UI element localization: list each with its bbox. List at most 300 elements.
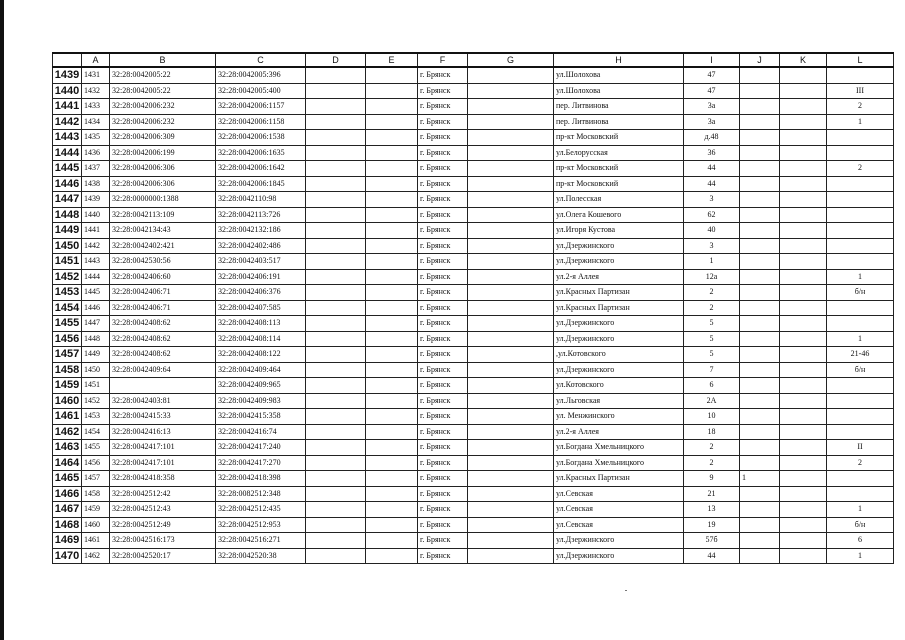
cell-f[interactable]: г. Брянск <box>418 114 468 130</box>
cell-j[interactable] <box>740 238 780 254</box>
cell-g[interactable] <box>468 440 554 456</box>
cell-i[interactable]: 13 <box>684 502 740 518</box>
cell-i[interactable]: 44 <box>684 548 740 564</box>
cell-j[interactable] <box>740 285 780 301</box>
cell-g[interactable] <box>468 533 554 549</box>
cell-f[interactable]: г. Брянск <box>418 300 468 316</box>
cell-b[interactable]: 32:28:0042006:306 <box>110 161 216 177</box>
cell-h[interactable]: пер. Литвинова <box>554 99 684 115</box>
cell-g[interactable] <box>468 67 554 83</box>
cell-c[interactable]: 32:28:0042006:1157 <box>216 99 306 115</box>
cell-d[interactable] <box>306 130 366 146</box>
cell-a[interactable]: 1455 <box>82 440 110 456</box>
cell-g[interactable] <box>468 145 554 161</box>
cell-k[interactable] <box>780 316 827 332</box>
cell-k[interactable] <box>780 517 827 533</box>
cell-a[interactable]: 1444 <box>82 269 110 285</box>
cell-f[interactable]: г. Брянск <box>418 393 468 409</box>
cell-g[interactable] <box>468 486 554 502</box>
cell-l[interactable]: б/н <box>827 517 894 533</box>
cell-a[interactable]: 1433 <box>82 99 110 115</box>
cell-k[interactable] <box>780 409 827 425</box>
row-number-cell[interactable]: 1460 <box>53 393 82 409</box>
cell-l[interactable] <box>827 130 894 146</box>
cell-f[interactable]: г. Брянск <box>418 207 468 223</box>
cell-g[interactable] <box>468 238 554 254</box>
cell-l[interactable]: б/н <box>827 362 894 378</box>
cell-b[interactable]: 32:28:0000000:1388 <box>110 192 216 208</box>
cell-h[interactable]: ул.2-я Аллея <box>554 269 684 285</box>
cell-c[interactable]: 32:28:0042417:270 <box>216 455 306 471</box>
cell-b[interactable]: 32:28:0042408:62 <box>110 316 216 332</box>
cell-e[interactable] <box>366 486 418 502</box>
cell-b[interactable]: 32:28:0042512:42 <box>110 486 216 502</box>
cell-a[interactable]: 1459 <box>82 502 110 518</box>
cell-d[interactable] <box>306 393 366 409</box>
cell-k[interactable] <box>780 269 827 285</box>
cell-j[interactable] <box>740 83 780 99</box>
cell-h[interactable]: ул.Дзержинского <box>554 331 684 347</box>
cell-b[interactable]: 32:28:0042408:62 <box>110 331 216 347</box>
cell-c[interactable]: 32:28:0042408:114 <box>216 331 306 347</box>
cell-i[interactable]: 1 <box>684 254 740 270</box>
cell-d[interactable] <box>306 502 366 518</box>
cell-l[interactable]: III <box>827 83 894 99</box>
cell-j[interactable] <box>740 347 780 363</box>
cell-g[interactable] <box>468 254 554 270</box>
cell-a[interactable]: 1443 <box>82 254 110 270</box>
cell-k[interactable] <box>780 378 827 394</box>
cell-d[interactable] <box>306 254 366 270</box>
row-number-cell[interactable]: 1462 <box>53 424 82 440</box>
cell-l[interactable] <box>827 192 894 208</box>
cell-e[interactable] <box>366 517 418 533</box>
cell-d[interactable] <box>306 331 366 347</box>
cell-j[interactable] <box>740 254 780 270</box>
cell-b[interactable]: 32:28:0042006:306 <box>110 176 216 192</box>
cell-j[interactable] <box>740 393 780 409</box>
cell-l[interactable] <box>827 67 894 83</box>
cell-c[interactable]: 32:28:0042406:376 <box>216 285 306 301</box>
cell-d[interactable] <box>306 83 366 99</box>
cell-j[interactable] <box>740 409 780 425</box>
cell-b[interactable]: 32:28:0042113:109 <box>110 207 216 223</box>
cell-f[interactable]: г. Брянск <box>418 269 468 285</box>
cell-g[interactable] <box>468 548 554 564</box>
cell-c[interactable]: 32:28:0042409:965 <box>216 378 306 394</box>
cell-h[interactable]: ул.Игоря Кустова <box>554 223 684 239</box>
cell-i[interactable]: 10 <box>684 409 740 425</box>
cell-j[interactable] <box>740 192 780 208</box>
cell-h[interactable]: ул.Шолохова <box>554 67 684 83</box>
row-number-cell[interactable]: 1445 <box>53 161 82 177</box>
cell-l[interactable]: 1 <box>827 548 894 564</box>
cell-f[interactable]: г. Брянск <box>418 378 468 394</box>
cell-l[interactable]: 6 <box>827 533 894 549</box>
cell-l[interactable]: II <box>827 440 894 456</box>
cell-a[interactable]: 1439 <box>82 192 110 208</box>
cell-c[interactable]: 32:28:0042403:517 <box>216 254 306 270</box>
column-header-i[interactable]: I <box>684 53 740 67</box>
cell-b[interactable]: 32:28:0042417:101 <box>110 455 216 471</box>
cell-d[interactable] <box>306 99 366 115</box>
cell-e[interactable] <box>366 223 418 239</box>
cell-j[interactable] <box>740 331 780 347</box>
cell-f[interactable]: г. Брянск <box>418 347 468 363</box>
cell-e[interactable] <box>366 362 418 378</box>
cell-c[interactable]: 32:28:0042006:1845 <box>216 176 306 192</box>
cell-a[interactable]: 1452 <box>82 393 110 409</box>
cell-c[interactable]: 32:28:0042006:1635 <box>216 145 306 161</box>
cell-f[interactable]: г. Брянск <box>418 130 468 146</box>
cell-h[interactable]: ул. Менжинского <box>554 409 684 425</box>
cell-b[interactable]: 32:28:0042516:173 <box>110 533 216 549</box>
cell-g[interactable] <box>468 300 554 316</box>
cell-g[interactable] <box>468 161 554 177</box>
row-number-cell[interactable]: 1444 <box>53 145 82 161</box>
cell-i[interactable]: 44 <box>684 161 740 177</box>
cell-l[interactable]: 2 <box>827 161 894 177</box>
cell-a[interactable]: 1461 <box>82 533 110 549</box>
cell-j[interactable] <box>740 548 780 564</box>
cell-j[interactable] <box>740 99 780 115</box>
cell-k[interactable] <box>780 455 827 471</box>
cell-i[interactable]: 3 <box>684 192 740 208</box>
cell-e[interactable] <box>366 83 418 99</box>
cell-i[interactable]: 21 <box>684 486 740 502</box>
cell-j[interactable] <box>740 176 780 192</box>
cell-g[interactable] <box>468 362 554 378</box>
cell-k[interactable] <box>780 161 827 177</box>
row-number-cell[interactable]: 1439 <box>53 67 82 83</box>
cell-e[interactable] <box>366 114 418 130</box>
row-number-cell[interactable]: 1449 <box>53 223 82 239</box>
cell-e[interactable] <box>366 192 418 208</box>
cell-b[interactable]: 32:28:0042005:22 <box>110 67 216 83</box>
cell-l[interactable] <box>827 207 894 223</box>
cell-d[interactable] <box>306 223 366 239</box>
cell-h[interactable]: ул.Красных Партизан <box>554 300 684 316</box>
cell-e[interactable] <box>366 300 418 316</box>
cell-j[interactable] <box>740 300 780 316</box>
column-header-j[interactable]: J <box>740 53 780 67</box>
cell-l[interactable] <box>827 393 894 409</box>
cell-l[interactable]: 2 <box>827 99 894 115</box>
cell-f[interactable]: г. Брянск <box>418 486 468 502</box>
cell-h[interactable]: ул.Дзержинского <box>554 533 684 549</box>
cell-a[interactable]: 1436 <box>82 145 110 161</box>
row-number-cell[interactable]: 1458 <box>53 362 82 378</box>
cell-i[interactable]: 44 <box>684 176 740 192</box>
cell-c[interactable]: 32:28:0042113:726 <box>216 207 306 223</box>
cell-b[interactable]: 32:28:0042418:358 <box>110 471 216 487</box>
cell-l[interactable]: б/н <box>827 285 894 301</box>
row-number-cell[interactable]: 1464 <box>53 455 82 471</box>
row-number-cell[interactable]: 1451 <box>53 254 82 270</box>
cell-h[interactable]: ул.Льговская <box>554 393 684 409</box>
cell-l[interactable] <box>827 471 894 487</box>
cell-l[interactable] <box>827 300 894 316</box>
cell-d[interactable] <box>306 114 366 130</box>
cell-l[interactable] <box>827 378 894 394</box>
cell-i[interactable]: 47 <box>684 67 740 83</box>
cell-e[interactable] <box>366 145 418 161</box>
cell-h[interactable]: ул.Севская <box>554 502 684 518</box>
cell-j[interactable] <box>740 161 780 177</box>
cell-e[interactable] <box>366 331 418 347</box>
cell-g[interactable] <box>468 316 554 332</box>
cell-k[interactable] <box>780 300 827 316</box>
row-number-cell[interactable]: 1440 <box>53 83 82 99</box>
cell-d[interactable] <box>306 471 366 487</box>
cell-d[interactable] <box>306 300 366 316</box>
cell-g[interactable] <box>468 409 554 425</box>
cell-e[interactable] <box>366 502 418 518</box>
cell-c[interactable]: 32:28:0042408:113 <box>216 316 306 332</box>
cell-i[interactable]: 2А <box>684 393 740 409</box>
cell-l[interactable]: 2 <box>827 455 894 471</box>
cell-f[interactable]: г. Брянск <box>418 176 468 192</box>
column-header-g[interactable]: G <box>468 53 554 67</box>
cell-a[interactable]: 1451 <box>82 378 110 394</box>
cell-a[interactable]: 1434 <box>82 114 110 130</box>
cell-k[interactable] <box>780 67 827 83</box>
cell-a[interactable]: 1460 <box>82 517 110 533</box>
row-number-cell[interactable]: 1459 <box>53 378 82 394</box>
cell-e[interactable] <box>366 316 418 332</box>
cell-b[interactable]: 32:28:0042520:17 <box>110 548 216 564</box>
cell-d[interactable] <box>306 67 366 83</box>
cell-j[interactable] <box>740 67 780 83</box>
cell-l[interactable]: 1 <box>827 502 894 518</box>
row-number-cell[interactable]: 1457 <box>53 347 82 363</box>
row-number-cell[interactable]: 1456 <box>53 331 82 347</box>
cell-k[interactable] <box>780 223 827 239</box>
cell-b[interactable]: 32:28:0042416:13 <box>110 424 216 440</box>
cell-j[interactable] <box>740 145 780 161</box>
cell-h[interactable]: ул.Олега Кошевого <box>554 207 684 223</box>
row-number-cell[interactable]: 1469 <box>53 533 82 549</box>
cell-f[interactable]: г. Брянск <box>418 517 468 533</box>
cell-c[interactable]: 32:28:0042409:464 <box>216 362 306 378</box>
cell-d[interactable] <box>306 378 366 394</box>
cell-f[interactable]: г. Брянск <box>418 145 468 161</box>
cell-a[interactable]: 1432 <box>82 83 110 99</box>
cell-g[interactable] <box>468 471 554 487</box>
cell-k[interactable] <box>780 502 827 518</box>
cell-b[interactable]: 32:28:0042417:101 <box>110 440 216 456</box>
cell-k[interactable] <box>780 99 827 115</box>
cell-i[interactable]: 2 <box>684 440 740 456</box>
column-header-h[interactable]: H <box>554 53 684 67</box>
column-header-k[interactable]: K <box>780 53 827 67</box>
cell-d[interactable] <box>306 424 366 440</box>
cell-h[interactable]: ул.Шолохова <box>554 83 684 99</box>
cell-b[interactable]: 32:28:0042406:71 <box>110 285 216 301</box>
cell-c[interactable]: 32:28:0042516:271 <box>216 533 306 549</box>
cell-i[interactable]: 5 <box>684 347 740 363</box>
cell-f[interactable]: г. Брянск <box>418 331 468 347</box>
cell-i[interactable]: 40 <box>684 223 740 239</box>
cell-k[interactable] <box>780 285 827 301</box>
cell-a[interactable]: 1449 <box>82 347 110 363</box>
cell-d[interactable] <box>306 347 366 363</box>
cell-e[interactable] <box>366 409 418 425</box>
cell-f[interactable]: г. Брянск <box>418 192 468 208</box>
cell-b[interactable]: 32:28:0042530:56 <box>110 254 216 270</box>
row-number-cell[interactable]: 1446 <box>53 176 82 192</box>
row-number-cell[interactable]: 1468 <box>53 517 82 533</box>
cell-i[interactable]: 62 <box>684 207 740 223</box>
cell-f[interactable]: г. Брянск <box>418 409 468 425</box>
cell-e[interactable] <box>366 471 418 487</box>
cell-c[interactable]: 32:28:0042005:400 <box>216 83 306 99</box>
row-number-cell[interactable]: 1463 <box>53 440 82 456</box>
cell-a[interactable]: 1441 <box>82 223 110 239</box>
row-number-cell[interactable]: 1447 <box>53 192 82 208</box>
cell-j[interactable] <box>740 269 780 285</box>
cell-b[interactable]: 32:28:0042512:43 <box>110 502 216 518</box>
cell-k[interactable] <box>780 83 827 99</box>
cell-k[interactable] <box>780 362 827 378</box>
cell-f[interactable]: г. Брянск <box>418 424 468 440</box>
cell-c[interactable]: 32:28:0042006:1538 <box>216 130 306 146</box>
column-header-a[interactable]: A <box>82 53 110 67</box>
cell-c[interactable]: 32:28:0042520:38 <box>216 548 306 564</box>
cell-g[interactable] <box>468 455 554 471</box>
cell-a[interactable]: 1431 <box>82 67 110 83</box>
cell-b[interactable]: 32:28:0042406:71 <box>110 300 216 316</box>
cell-d[interactable] <box>306 161 366 177</box>
cell-l[interactable]: 21-46 <box>827 347 894 363</box>
cell-b[interactable]: 32:28:0042409:64 <box>110 362 216 378</box>
cell-l[interactable] <box>827 223 894 239</box>
cell-a[interactable]: 1448 <box>82 331 110 347</box>
row-number-cell[interactable]: 1442 <box>53 114 82 130</box>
cell-l[interactable] <box>827 238 894 254</box>
cell-i[interactable]: 18 <box>684 424 740 440</box>
cell-g[interactable] <box>468 130 554 146</box>
row-number-cell[interactable]: 1441 <box>53 99 82 115</box>
cell-c[interactable]: 32:28:0042406:191 <box>216 269 306 285</box>
cell-h[interactable]: ул.Белорусская <box>554 145 684 161</box>
cell-i[interactable]: 3 <box>684 238 740 254</box>
cell-j[interactable] <box>740 424 780 440</box>
cell-a[interactable]: 1442 <box>82 238 110 254</box>
cell-d[interactable] <box>306 238 366 254</box>
cell-e[interactable] <box>366 455 418 471</box>
cell-d[interactable] <box>306 517 366 533</box>
column-header-f[interactable]: F <box>418 53 468 67</box>
cell-a[interactable]: 1435 <box>82 130 110 146</box>
cell-k[interactable] <box>780 347 827 363</box>
cell-g[interactable] <box>468 347 554 363</box>
cell-d[interactable] <box>306 145 366 161</box>
cell-a[interactable]: 1453 <box>82 409 110 425</box>
row-number-cell[interactable]: 1448 <box>53 207 82 223</box>
row-number-cell[interactable]: 1466 <box>53 486 82 502</box>
cell-c[interactable]: 32:28:0042006:1158 <box>216 114 306 130</box>
cell-g[interactable] <box>468 393 554 409</box>
cell-j[interactable] <box>740 502 780 518</box>
cell-h[interactable]: пр-кт Московский <box>554 161 684 177</box>
cell-c[interactable]: 32:28:0042409:983 <box>216 393 306 409</box>
cell-c[interactable]: 32:28:0042402:486 <box>216 238 306 254</box>
cell-i[interactable]: 6 <box>684 378 740 394</box>
cell-a[interactable]: 1447 <box>82 316 110 332</box>
cell-d[interactable] <box>306 362 366 378</box>
cell-j[interactable] <box>740 223 780 239</box>
cell-c[interactable]: 32:28:0082512:348 <box>216 486 306 502</box>
cell-d[interactable] <box>306 455 366 471</box>
column-header-c[interactable]: C <box>216 53 306 67</box>
cell-c[interactable]: 32:28:0042132:186 <box>216 223 306 239</box>
cell-e[interactable] <box>366 161 418 177</box>
cell-h[interactable]: ул.Красных Партизан <box>554 285 684 301</box>
cell-a[interactable]: 1454 <box>82 424 110 440</box>
cell-h[interactable]: пер. Литвинова <box>554 114 684 130</box>
cell-b[interactable]: 32:28:0042134:43 <box>110 223 216 239</box>
cell-i[interactable]: 9 <box>684 471 740 487</box>
cell-a[interactable]: 1458 <box>82 486 110 502</box>
cell-c[interactable]: 32:28:0042407:585 <box>216 300 306 316</box>
cell-g[interactable] <box>468 269 554 285</box>
cell-j[interactable] <box>740 114 780 130</box>
cell-c[interactable]: 32:28:0042005:396 <box>216 67 306 83</box>
cell-j[interactable] <box>740 517 780 533</box>
cell-i[interactable]: 7 <box>684 362 740 378</box>
cell-g[interactable] <box>468 114 554 130</box>
cell-h[interactable]: ул.Дзержинского <box>554 548 684 564</box>
cell-f[interactable]: г. Брянск <box>418 67 468 83</box>
cell-h[interactable]: ул.Богдана Хмельницкого <box>554 440 684 456</box>
cell-i[interactable]: 47 <box>684 83 740 99</box>
cell-d[interactable] <box>306 192 366 208</box>
row-number-cell[interactable]: 1465 <box>53 471 82 487</box>
cell-a[interactable]: 1450 <box>82 362 110 378</box>
cell-l[interactable] <box>827 145 894 161</box>
cell-b[interactable]: 32:28:0042415:33 <box>110 409 216 425</box>
cell-j[interactable] <box>740 455 780 471</box>
cell-d[interactable] <box>306 269 366 285</box>
cell-e[interactable] <box>366 238 418 254</box>
cell-a[interactable]: 1437 <box>82 161 110 177</box>
cell-i[interactable]: 5 <box>684 331 740 347</box>
row-number-cell[interactable]: 1461 <box>53 409 82 425</box>
row-number-cell[interactable]: 1467 <box>53 502 82 518</box>
cell-j[interactable] <box>740 362 780 378</box>
cell-f[interactable]: г. Брянск <box>418 362 468 378</box>
cell-f[interactable]: г. Брянск <box>418 161 468 177</box>
cell-b[interactable]: 32:28:0042006:232 <box>110 99 216 115</box>
cell-k[interactable] <box>780 424 827 440</box>
cell-k[interactable] <box>780 192 827 208</box>
cell-j[interactable] <box>740 207 780 223</box>
cell-b[interactable]: 32:28:0042006:232 <box>110 114 216 130</box>
row-number-cell[interactable]: 1454 <box>53 300 82 316</box>
cell-j[interactable] <box>740 533 780 549</box>
cell-h[interactable]: ул.Дзержинского <box>554 316 684 332</box>
cell-k[interactable] <box>780 548 827 564</box>
cell-f[interactable]: г. Брянск <box>418 533 468 549</box>
cell-b[interactable]: 32:28:0042403:81 <box>110 393 216 409</box>
cell-i[interactable]: 19 <box>684 517 740 533</box>
cell-k[interactable] <box>780 440 827 456</box>
cell-h[interactable]: ул.Красных Партизан <box>554 471 684 487</box>
cell-g[interactable] <box>468 207 554 223</box>
cell-d[interactable] <box>306 409 366 425</box>
cell-e[interactable] <box>366 254 418 270</box>
